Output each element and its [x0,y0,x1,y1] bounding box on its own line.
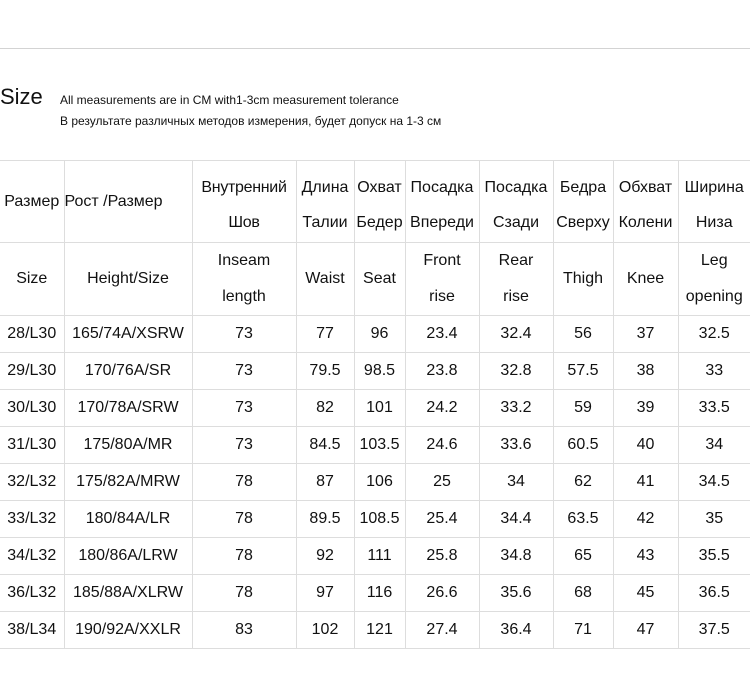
header-en-line1: Front [423,252,461,269]
table-body [0,316,750,649]
cell-inseam: 78 [192,538,296,575]
cell-knee: 40 [613,427,678,464]
cell-knee: 47 [613,612,678,649]
table-row [0,501,750,538]
cell-rear-rise: 33.6 [479,427,553,464]
header-ru-line2: Бедер [356,214,403,231]
header-en-leg-opening [678,243,750,316]
cell-leg-opening: 37.5 [678,612,750,649]
cell-knee: 45 [613,575,678,612]
cell-thigh: 62 [553,464,613,501]
cell-height-size: 170/76A/SR [64,353,192,390]
header-en-size [0,243,64,316]
header-ru-line2: Шов [228,214,260,231]
cell-seat: 101 [354,390,405,427]
header-ru-line2: Низа [695,214,733,231]
cell-thigh: 57.5 [553,353,613,390]
header-en-line2: opening [685,288,743,305]
cell-size: 36/L32 [0,575,64,612]
cell-rear-rise: 34.4 [479,501,553,538]
header-ru-knee [613,161,678,243]
cell-rear-rise: 35.6 [479,575,553,612]
header-ru-line1: Размер [4,192,60,210]
cell-waist: 97 [296,575,354,612]
cell-rear-rise: 32.8 [479,353,553,390]
cell-size: 33/L32 [0,501,64,538]
header-en-thigh [553,243,613,316]
header-en-front-rise [405,243,479,316]
header-en-line2: length [222,288,266,305]
cell-height-size: 185/88A/XLRW [64,575,192,612]
table-row [0,538,750,575]
header-en-rear-rise [479,243,553,316]
header-en-line1: Knee [626,270,665,287]
cell-knee: 41 [613,464,678,501]
cell-height-size: 180/84A/LR [64,501,192,538]
header-ru-inseam [192,161,296,243]
cell-size: 34/L32 [0,538,64,575]
cell-leg-opening: 36.5 [678,575,750,612]
header-ru-line2: Колени [618,214,673,231]
header-ru-line2: Сверху [556,214,610,231]
cell-seat: 98.5 [354,353,405,390]
size-chart-table [0,160,750,649]
cell-size: 31/L30 [0,427,64,464]
page-title: Size [0,84,43,109]
header-en-line1: Rear [498,252,534,269]
header-en-line1: Height/Size [87,270,169,287]
cell-height-size: 175/82A/MRW [64,464,192,501]
cell-inseam: 83 [192,612,296,649]
cell-inseam: 73 [192,316,296,353]
cell-thigh: 65 [553,538,613,575]
header-ru-line1: Длина [301,179,349,196]
header-ru-rear-rise [479,161,553,243]
cell-leg-opening: 33.5 [678,390,750,427]
cell-rear-rise: 34 [479,464,553,501]
cell-height-size: 180/86A/LRW [64,538,192,575]
cell-front-rise: 26.6 [405,575,479,612]
cell-height-size: 190/92A/XXLR [64,612,192,649]
header-en-height-size [64,243,192,316]
header-en-line2: rise [503,288,529,305]
cell-waist: 77 [296,316,354,353]
header-ru-line1: Ширина [684,179,744,196]
cell-seat: 108.5 [354,501,405,538]
cell-leg-opening: 32.5 [678,316,750,353]
header-ru-line1: Обхват [618,179,673,196]
cell-waist: 89.5 [296,501,354,538]
cell-seat: 96 [354,316,405,353]
header-ru-height-size [64,161,192,243]
cell-thigh: 71 [553,612,613,649]
cell-knee: 43 [613,538,678,575]
cell-seat: 106 [354,464,405,501]
header-en-inseam [192,243,296,316]
cell-size: 38/L34 [0,612,64,649]
header-en-line1: Seat [363,270,396,287]
cell-front-rise: 24.6 [405,427,479,464]
header-ru-line1: Охват [357,179,402,196]
table-row [0,353,750,390]
header-row-ru [0,161,750,243]
cell-front-rise: 25.8 [405,538,479,575]
header-en-line1: Leg [700,252,728,269]
header-ru-line1: Бедра [559,179,607,196]
cell-inseam: 73 [192,390,296,427]
header-ru-seat [354,161,405,243]
table-row [0,464,750,501]
cell-thigh: 68 [553,575,613,612]
cell-rear-rise: 32.4 [479,316,553,353]
cell-height-size: 170/78A/SRW [64,390,192,427]
table-row [0,390,750,427]
cell-inseam: 78 [192,575,296,612]
cell-waist: 82 [296,390,354,427]
cell-waist: 79.5 [296,353,354,390]
cell-waist: 87 [296,464,354,501]
cell-front-rise: 27.4 [405,612,479,649]
cell-seat: 111 [354,538,405,575]
header-ru-line1: Посадка [484,179,548,196]
cell-height-size: 175/80A/MR [64,427,192,464]
header-ru-line1: Посадка [410,179,474,196]
cell-seat: 116 [354,575,405,612]
cell-front-rise: 23.4 [405,316,479,353]
header-ru-line2: Впереди [410,214,474,231]
cell-knee: 39 [613,390,678,427]
cell-leg-opening: 33 [678,353,750,390]
tolerance-note-en: All measurements are in CM with1-3cm measurement tolerance [60,93,399,107]
header-ru-thigh [553,161,613,243]
header-en-line2: rise [429,288,455,305]
cell-front-rise: 23.8 [405,353,479,390]
cell-height-size: 165/74A/XSRW [64,316,192,353]
header-ru-line1: Рост /Размер [64,192,163,210]
cell-rear-rise: 34.8 [479,538,553,575]
cell-thigh: 63.5 [553,501,613,538]
cell-size: 30/L30 [0,390,64,427]
cell-inseam: 73 [192,427,296,464]
header-ru-line1: Внутренний [201,179,287,196]
table-row [0,575,750,612]
header-ru-waist [296,161,354,243]
header-ru-front-rise [405,161,479,243]
header-ru-size [0,161,64,243]
cell-seat: 103.5 [354,427,405,464]
cell-waist: 102 [296,612,354,649]
cell-size: 29/L30 [0,353,64,390]
cell-waist: 92 [296,538,354,575]
tolerance-note-ru: В результате различных методов измерения, будет допуск на 1-3 см [60,114,442,128]
header-en-line1: Inseam [217,252,271,269]
table-row [0,612,750,649]
header-en-seat [354,243,405,316]
header-en-line1: Waist [305,270,345,287]
cell-size: 32/L32 [0,464,64,501]
header-ru-line2: Сзади [492,214,540,231]
header-en-line1: Size [16,270,48,287]
header-ru-line2: Талии [302,214,348,231]
header-en-line1: Thigh [562,270,604,287]
header-en-knee [613,243,678,316]
cell-knee: 37 [613,316,678,353]
cell-rear-rise: 33.2 [479,390,553,427]
cell-leg-opening: 35 [678,501,750,538]
cell-knee: 42 [613,501,678,538]
cell-seat: 121 [354,612,405,649]
top-divider [0,48,750,49]
header-ru-leg-opening [678,161,750,243]
cell-inseam: 78 [192,464,296,501]
cell-front-rise: 25 [405,464,479,501]
cell-front-rise: 25.4 [405,501,479,538]
cell-rear-rise: 36.4 [479,612,553,649]
cell-inseam: 73 [192,353,296,390]
cell-knee: 38 [613,353,678,390]
header-row-en [0,243,750,316]
cell-inseam: 78 [192,501,296,538]
cell-thigh: 60.5 [553,427,613,464]
table-row [0,427,750,464]
cell-waist: 84.5 [296,427,354,464]
cell-thigh: 59 [553,390,613,427]
cell-size: 28/L30 [0,316,64,353]
cell-leg-opening: 35.5 [678,538,750,575]
header-en-waist [296,243,354,316]
table-row [0,316,750,353]
cell-thigh: 56 [553,316,613,353]
cell-front-rise: 24.2 [405,390,479,427]
cell-leg-opening: 34.5 [678,464,750,501]
cell-leg-opening: 34 [678,427,750,464]
